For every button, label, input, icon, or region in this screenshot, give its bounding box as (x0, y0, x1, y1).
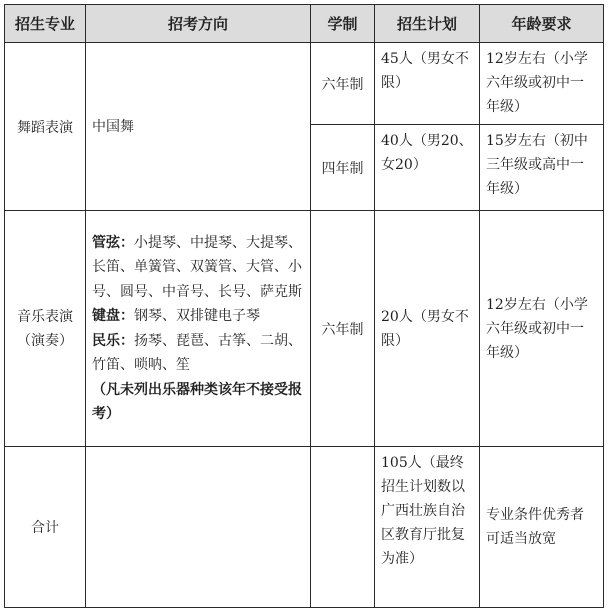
music-duration-cell (311, 211, 375, 447)
music-duration: 六年制 (321, 321, 364, 338)
group-label-keyboard: 键盘： (92, 308, 134, 324)
music-plan-cell (375, 211, 480, 447)
music-major-cell (5, 211, 86, 447)
header-major: 招生专业 (5, 5, 86, 43)
total-label-cell (5, 447, 86, 608)
group-label-folk: 民乐： (92, 332, 134, 349)
dance-duration-cell (311, 125, 375, 211)
total-label: 合计 (31, 520, 59, 536)
total-age: 专业条件优秀者可适当放宽 (486, 507, 584, 547)
group-text-keyboard: 钢琴、双排键电子琴 (134, 308, 260, 324)
dance-plan-1: 45人（男女不限） (381, 51, 469, 91)
group-text-orchestra: 小提琴、中提琴、大提琴、长笛、单簧管、双簧管、大管、小号、圆号、中音号、长号、萨克斯 (92, 234, 302, 300)
dance-duration-cell (311, 43, 375, 125)
header-age: 年龄要求 (480, 5, 604, 43)
total-plan: 105人（最终招生计划数以广西壮族自治区教育厅批复为准） (381, 455, 465, 567)
dance-duration-1: 六年制 (321, 76, 364, 93)
dance-age-cell (480, 125, 604, 211)
header-plan: 招生计划 (375, 5, 480, 43)
music-plan: 20人（男女不限） (381, 308, 469, 349)
dance-plan-cell (375, 43, 480, 125)
total-direction (86, 523, 310, 531)
dance-direction-cell (86, 43, 311, 211)
music-direction (86, 225, 310, 433)
total-duration-cell (311, 447, 375, 608)
music-age: 12岁左右（小学六年级或初中一年级） (486, 296, 588, 361)
total-plan-cell (375, 447, 480, 608)
music-age-cell (480, 211, 604, 447)
dance-age-cell (480, 43, 604, 125)
dance-age-1: 12岁左右（小学六年级或初中一年级） (486, 51, 588, 115)
dance-duration-2: 四年制 (321, 160, 364, 177)
header-direction: 招考方向 (86, 5, 311, 43)
table-row (5, 447, 604, 608)
dance-age-2: 15岁左右（初中三年级或高中一年级） (486, 133, 588, 197)
total-age-cell (480, 447, 604, 608)
header-duration: 学制 (311, 5, 375, 43)
enrollment-table (4, 4, 604, 608)
group-text-folk: 扬琴、琵琶、古筝、二胡、竹笛、唢呐、笙 (92, 332, 302, 373)
dance-direction: 中国舞 (92, 118, 134, 135)
table-row (5, 211, 604, 447)
dance-major: 舞蹈表演 (17, 119, 73, 136)
group-label-orchestra: 管弦： (92, 234, 134, 251)
music-direction-cell (86, 211, 311, 447)
dance-plan-2: 40人（男20、女20） (381, 133, 473, 173)
header-row (5, 5, 604, 43)
table-row (5, 43, 604, 125)
music-major: 音乐表演（演奏） (17, 308, 73, 349)
music-note: （凡未列出乐器种类该年不接受报考） (92, 381, 302, 422)
dance-major-cell (5, 43, 86, 211)
total-direction-cell (86, 447, 311, 608)
dance-plan-cell (375, 125, 480, 211)
